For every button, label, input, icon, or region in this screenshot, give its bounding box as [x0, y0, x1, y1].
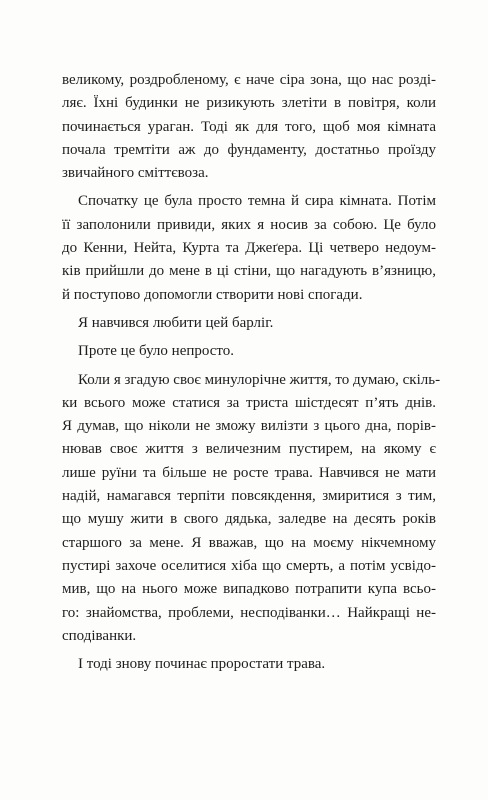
text-line: її заполонили привиди, яких я носив за собою. Це було	[62, 216, 436, 233]
text-line: ляє. Їхні будинки не ризикують злетіти в повітря, коли	[62, 95, 436, 112]
text-line: нював своє життя з величезним пустирем, на якому є	[62, 441, 436, 458]
text-line: Я навчився любити цей барліг.	[78, 314, 274, 331]
text-line: почала тремтіти аж до фундаменту, достатньо проїзду	[62, 141, 436, 158]
paragraph	[62, 340, 436, 363]
text-line: сподіванки.	[62, 627, 137, 644]
text-line: що мушу жити в свого дядька, заледве на десять років	[62, 511, 436, 528]
text-line: до Кенни, Нейта, Курта та Джеґера. Ці четверо недоум-	[62, 240, 436, 257]
paragraph	[62, 190, 436, 306]
text-line: старшого за мене. Я вважав, що на моєму нікчемному	[62, 534, 436, 551]
text-line: лише руїни та більше не росте трава. Навчився не мати	[62, 464, 436, 481]
text-line: великому, роздробленому, є наче сіра зона, що нас розді-	[62, 72, 436, 88]
text-line: й поступово допомогли створити нові спогади.	[62, 286, 363, 303]
paragraph	[62, 69, 436, 185]
paragraph	[62, 369, 441, 649]
text-line: надій, намагався терпіти повсякдення, змиритися з тим,	[62, 488, 436, 505]
text-line: Проте це було непросто.	[78, 343, 235, 360]
text-line: Спочатку це була просто темна й сира кімната. Потім	[78, 193, 436, 210]
page-text	[62, 69, 441, 681]
text-line: І тоді знову починає проростати трава.	[78, 656, 326, 673]
text-line: ків прийшли до мене в ці стіни, що нагадують в’язницю,	[62, 263, 436, 280]
text-line: Я думав, що ніколи не зможу вилізти з цього дна, порів-	[62, 418, 436, 435]
text-line: ки всього може статися за триста шістдесят п’ять днів.	[62, 394, 436, 411]
text-line: починається ураган. Тоді як для того, щоб моя кімната	[62, 118, 436, 135]
text-line: го: знайомства, проблеми, несподіванки… Найкращі не-	[62, 604, 436, 621]
text-line: пустирі захоче оселитися хіба що смерть, а потім усвідо-	[62, 557, 436, 574]
paragraph	[62, 653, 436, 676]
paragraph	[62, 312, 436, 335]
text-line: мив, що на нього може випадково потрапити купа всьо-	[62, 581, 436, 598]
text-line: звичайного сміттєвоза.	[62, 165, 209, 182]
text-line: Коли я згадую своє минулорічне життя, то думаю, скіль-	[78, 371, 441, 388]
